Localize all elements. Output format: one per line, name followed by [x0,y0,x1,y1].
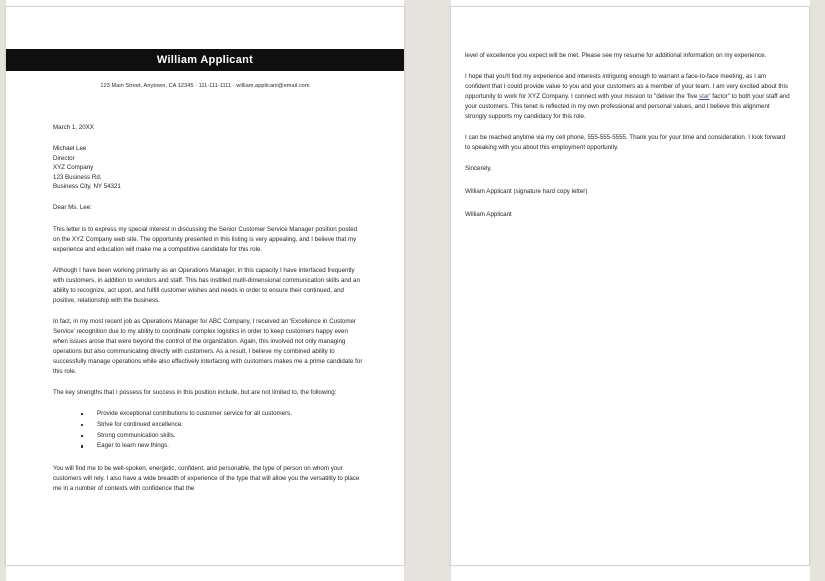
letterhead-name: William Applicant [156,54,254,66]
recipient-name: Michael Lee [53,145,87,152]
document-page-1[interactable] [5,6,405,566]
letter-salutation: Dear Ms. Lee: [53,203,92,211]
page-gutter-middle [404,0,451,581]
body-paragraph-6 [465,72,790,122]
recipient-street: 123 Business Rd. [53,173,102,181]
page-1-body [53,123,363,505]
list-item: Strong communication skills. [81,431,363,441]
body-paragraph-4: You will find me to be well-spoken, energetic, confident, and personable, the type of person on whom your customers will rely. I also have a wide breadth of experience of the type that will allow you the versatility to place me in a number of contexts with confidence that the [53,464,360,492]
body-paragraph-3: In fact, in my most recent job as Operations Manager for ABC Company, I received an 'Excellence in Customer Service' recognition due to my ability to coordinate complex logistics in order to keep customers happy even when issues arose that were beyond the control of the organization. Again, this involved not only managing operations but also communicating directly with customers. As a result, I believe my combined ability to successfully manage operations while also effectively interfacing with customers makes me a prime candidate for this role. [53,317,363,375]
letterhead-banner [6,49,404,71]
recipient-title: Director [53,154,75,162]
list-item: Strive for continued excellence. [81,420,363,430]
letter-closing: Sincerely, [465,165,492,172]
body-paragraph-5: level of excellence you expect will be met. Please see my resume for additional information on my experience. [465,52,767,59]
paragraph-6-text-after-link: ' factor" to both your staff and your customers. This tenet is reflected in my own professional and personal values, and I believe this alignment strongly supports my candidacy for this role. [465,93,790,120]
signature-name: William Applicant [465,211,512,219]
body-paragraph-1: This letter is to express my special interest in discussing the Senior Customer Service Manager position posted on the XYZ Company web site. The opportunity presented in this listing is very appealing, and I believe that my experience and education will make me a competitive candidate for this role. [53,225,358,253]
page-2-body [465,51,790,221]
recipient-city: Business City, NY 54321 [53,183,121,191]
paragraph-6-text-before-link: I hope that you'll find my experience and interests intriguing enough to warrant a face-to-face meeting, as I am confident that I could provide value to you and your customers as a member of your team. I am very excited about this opportunity to work for XYZ Company. I connect with your mission to "deliver the 'five [465,73,788,100]
letterhead-contact-line: 123 Main Street, Anytown, CA 12345 · 111-111-1111 · william.applicant@email.com [100,83,310,89]
recipient-company: XYZ Company [53,164,94,172]
document-page-2[interactable] [450,6,810,566]
signature-note: William Applicant (signature hard copy letter) [465,188,588,196]
list-item: Eager to learn new things. [81,441,363,451]
spellcheck-underlined-word[interactable]: star [699,93,710,100]
strengths-list [53,409,363,452]
recipient-address-block [53,144,363,192]
body-paragraph-7: I can be reached anytime via my cell phone, 555-555-5555. Thank you for your time and consideration. I look forward to speaking with you about this employment opportunity. [465,134,786,151]
body-paragraph-2: Although I have been working primarily as an Operations Manager, in this capacity I have interfaced frequently with customers, in addition to vendors and staff. This has instilled multi-dimensional communication skills and an ability to recognize, act upon, and fulfill customer wishes and needs in order to ensure their continued, and positive, relationship with the business. [53,266,360,304]
list-item: Provide exceptional contributions to customer service for all customers. [81,409,363,419]
page-gutter-right [810,0,825,581]
strengths-intro: The key strengths that I possess for success in this position include, but are not limited to, the following: [53,388,337,396]
letter-date: March 1, 20XX [53,124,94,131]
